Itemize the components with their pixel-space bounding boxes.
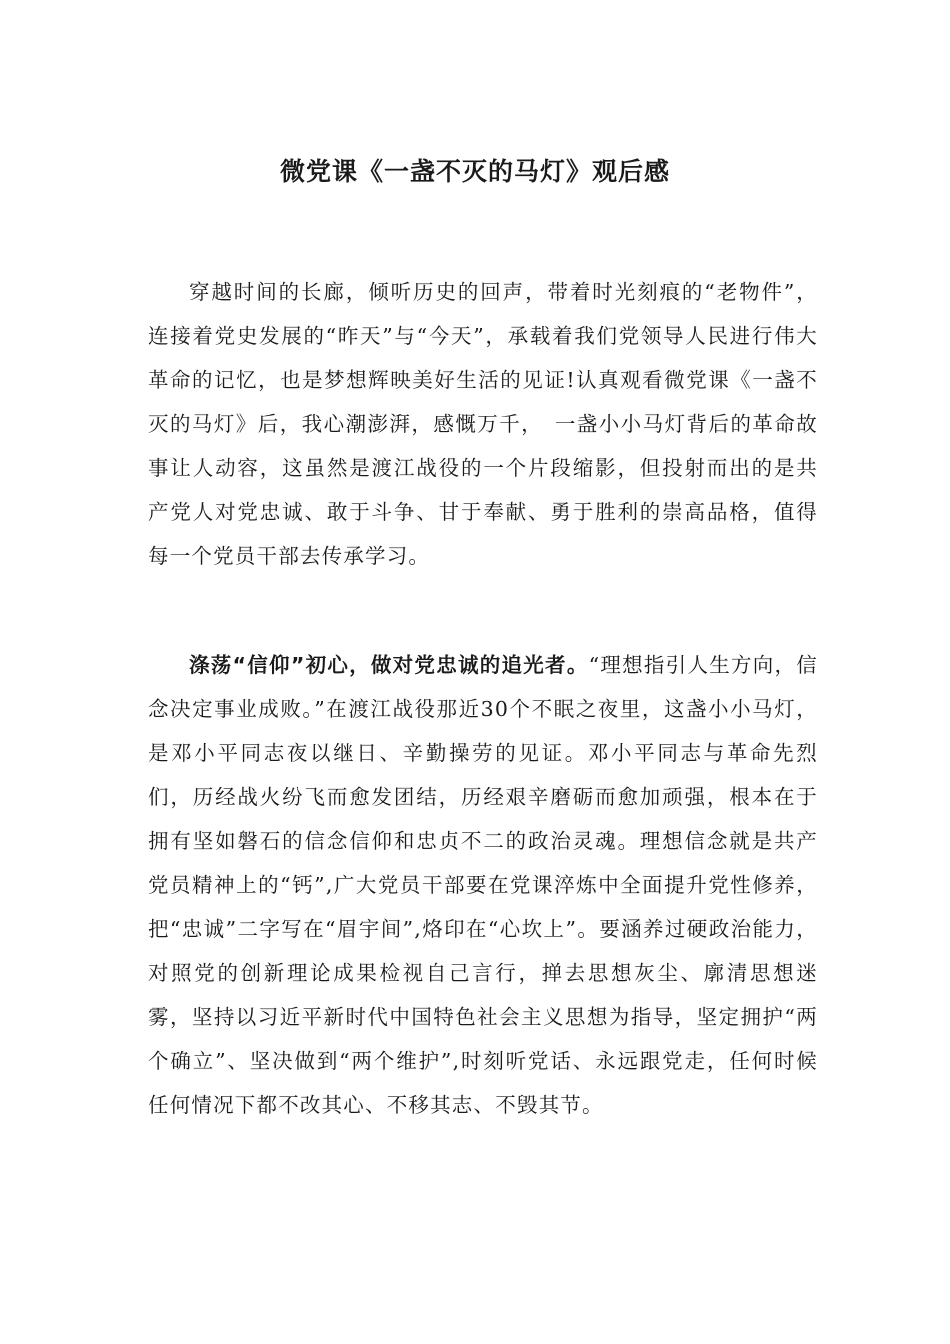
paragraph-intro xyxy=(148,270,818,578)
paragraph-intro-text: 穿越时间的长廊，倾听历史的回声，带着时光刻痕的“老物件”，连接着党史发展的“昨天”与“今天”，承载着我们党领导人民进行伟大革命的记忆，也是梦想辉映美好生活的见证!认真观看微党课《一盏不灭的马灯》后，我心潮澎湃，感慨万千， 一盏小小马灯背后的革命故事让人动容，这虽然是渡江战役的一个片段缩影，但投射而出的是共产党人对党忠诚、敢于斗争、甘于奉献、勇于胜利的崇高品格，值得每一个党员干部去传承学习。 xyxy=(148,280,818,568)
paragraph-loyalty-heading: 涤荡“信仰”初心，做对党忠诚的追光者。 xyxy=(189,653,589,677)
paragraph-loyalty xyxy=(148,643,818,1127)
document-title: 微党课《一盏不灭的马灯》观后感 xyxy=(279,157,670,186)
paragraph-loyalty-text: “理想指引人生方向，信念决定事业成败。”在渡江战役那近30个不眠之夜里，这盏小小马灯，是邓小平同志夜以继日、辛勤操劳的见证。邓小平同志与革命先烈们，历经战火纷飞而愈发团结，历经艰辛磨砺而愈加顽强，根本在于拥有坚如磐石的信念信仰和忠贞不二的政治灵魂。理想信念就是共产党员精神上的“钙”,广大党员干部要在党课淬炼中全面提升党性修养，把“忠诚”二字写在“眉宇间”,烙印在“心坎上”。要涵养过硬政治能力，对照党的创新理论成果检视自己言行，掸去思想灰尘、廓清思想迷雾，坚持以习近平新时代中国特色社会主义思想为指导，坚定拥护“两个确立”、坚决做到“两个维护”,时刻听党话、永远跟党走，任何时候任何情况下都不改其心、不移其志、不毁其节。 xyxy=(148,653,819,1117)
